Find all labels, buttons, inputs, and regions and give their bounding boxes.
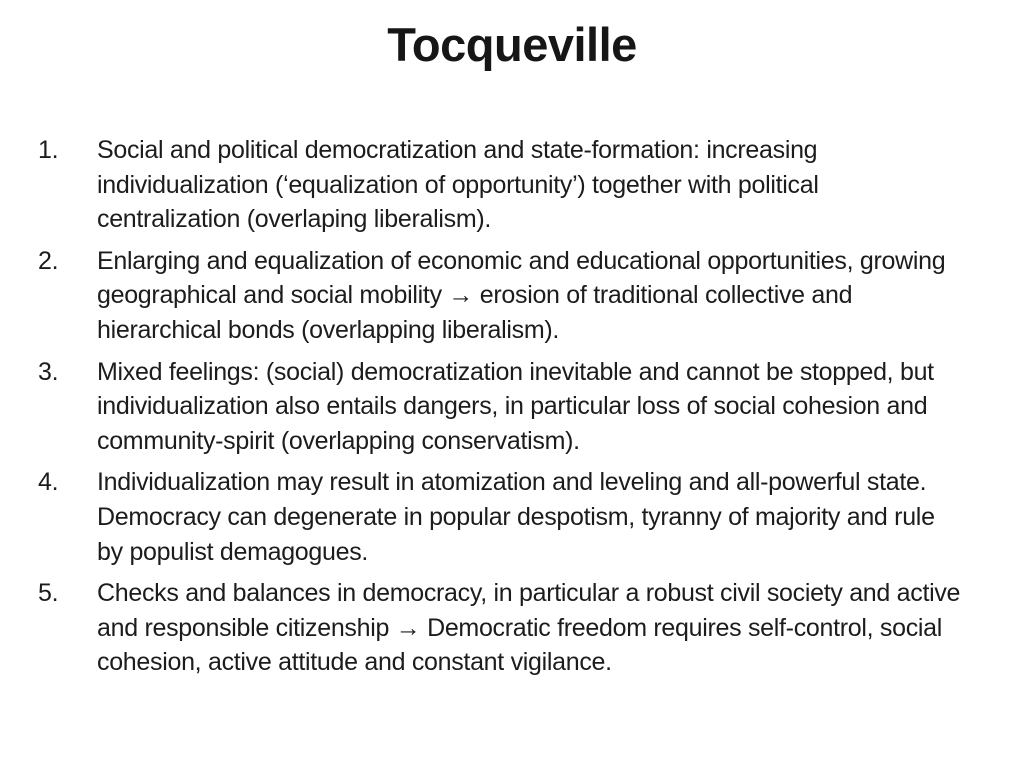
- list-item-text: Individualization may result in atomization and leveling and all-powerful state. Democracy can degenerate in popular despotism, tyranny of majority and rule by populist demagogues.: [97, 468, 935, 566]
- list-item-text: Mixed feelings: (social) democratization inevitable and cannot be stopped, but individualization also entails dangers, in particular loss of social cohesion and community-spirit (overlapping conservatism).: [97, 357, 934, 455]
- list-item: [38, 576, 964, 680]
- list-item: [38, 133, 964, 237]
- list-item: [38, 244, 964, 348]
- list-item-number: 3.: [38, 357, 59, 386]
- list-item-text: Social and political democratization and state-formation: increasing individualization (‘equalization of opportunity’) together with political centralization (overlaping liberalism).: [97, 136, 819, 234]
- list-item-number: 1.: [38, 136, 59, 164]
- slide-title: Tocqueville: [387, 18, 637, 71]
- list-item-text: Enlarging and equalization of economic and educational opportunities, growing geographical and social mobility → erosion of traditional collective and hierarchical bonds (overlapping liberalism).: [97, 246, 946, 344]
- list-item-number: 2.: [38, 246, 59, 275]
- list-item-text: Checks and balances in democracy, in particular a robust civil society and active and responsible citizenship → Democratic freedom requires self-control, social cohesion, active attitude and constant vigilance.: [97, 579, 961, 677]
- list-item-number: 5.: [38, 579, 59, 608]
- list-item-number: 4.: [38, 468, 59, 497]
- list-item: [38, 465, 964, 569]
- list-item: [38, 355, 964, 459]
- numbered-list: [38, 133, 964, 687]
